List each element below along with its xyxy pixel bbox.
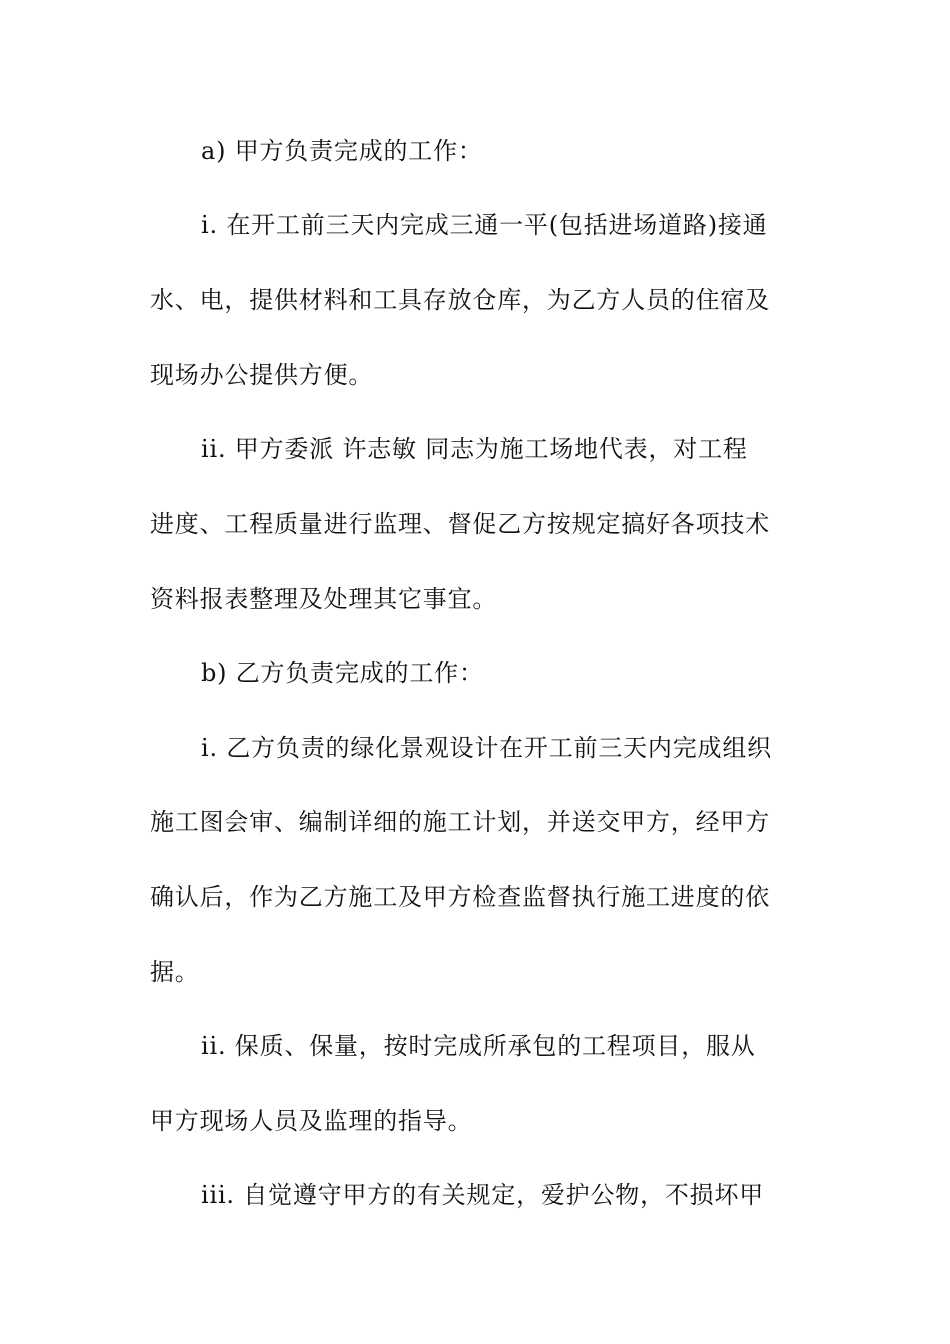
item-b-i-line-4: 据。 bbox=[150, 958, 200, 986]
item-a-ii-line-1: ii. 甲方委派 许志敏 同志为施工场地代表，对工程 bbox=[201, 435, 748, 463]
item-a-i-line-2: 水、电，提供材料和工具存放仓库，为乙方人员的住宿及 bbox=[150, 286, 770, 314]
item-b-iii-line-1: iii. 自觉遵守甲方的有关规定，爱护公物，不损坏甲 bbox=[201, 1181, 765, 1209]
item-a-i-line-3: 现场办公提供方便。 bbox=[150, 361, 374, 389]
item-b-i-line-1: i. 乙方负责的绿化景观设计在开工前三天内完成组织 bbox=[201, 734, 772, 762]
item-a-ii-line-2: 进度、工程质量进行监理、督促乙方按规定搞好各项技术 bbox=[150, 510, 770, 538]
item-b-i-line-2: 施工图会审、编制详细的施工计划，并送交甲方，经甲方 bbox=[150, 808, 770, 836]
item-b-ii-line-1: ii. 保质、保量，按时完成所承包的工程项目，服从 bbox=[201, 1032, 756, 1060]
section-a-heading: a) 甲方负责完成的工作： bbox=[201, 137, 483, 165]
section-b-heading: b) 乙方负责完成的工作： bbox=[201, 659, 484, 687]
item-b-ii-line-2: 甲方现场人员及监理的指导。 bbox=[150, 1107, 473, 1135]
item-a-i-line-1: i. 在开工前三天内完成三通一平(包括进场道路)接通 bbox=[201, 211, 768, 239]
item-a-ii-line-3: 资料报表整理及处理其它事宜。 bbox=[150, 585, 498, 613]
item-b-i-line-3: 确认后，作为乙方施工及甲方检查监督执行施工进度的依 bbox=[150, 883, 770, 911]
